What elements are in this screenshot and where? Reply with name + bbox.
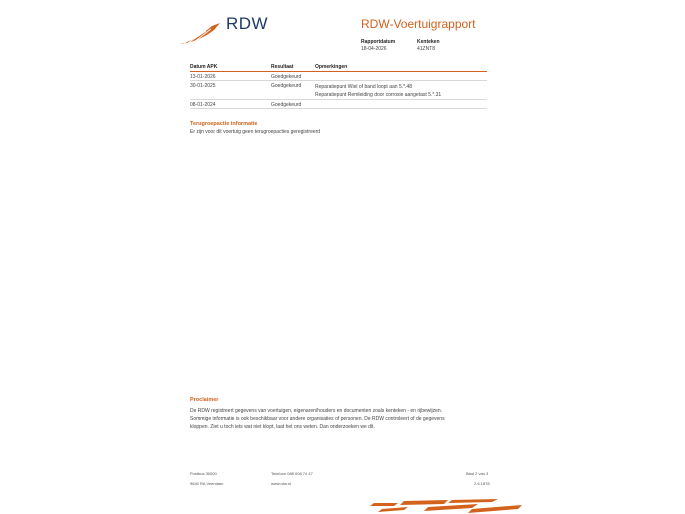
table-row	[190, 72, 487, 81]
disclaimer-title: Proclaimer	[190, 397, 219, 403]
footer-page-number: Blad 2 van 3	[466, 471, 489, 476]
recall-title: Terugroepactie informatie	[190, 121, 258, 127]
apk-result: Goedgekeurd	[271, 83, 302, 89]
table-row	[190, 100, 487, 109]
disclaimer-line: De RDW registreert gegevens van voertuigen, eigenaren/houders en documenten zoals kenteken - en rijbewijzen.	[190, 408, 443, 414]
column-header-date: Datum APK	[190, 64, 218, 70]
column-header-result: Resultaat	[271, 64, 294, 70]
apk-date: 13-01-2026	[190, 74, 216, 80]
rdw-logo-icon	[178, 22, 222, 46]
apk-result: Goedgekeurd	[271, 74, 302, 80]
brand-name: RDW	[226, 14, 269, 33]
apk-date: 08-01-2024	[190, 102, 216, 108]
disclaimer-line: kloppen. Ziet u toch iets wat niet klopt, laat het ons weten. Dan onderzoeken we dit.	[190, 424, 375, 430]
disclaimer-text	[190, 407, 500, 431]
apk-table-header	[190, 62, 487, 72]
footer-postcode: 9640 RA Veendam	[190, 481, 224, 486]
footer-phone: Telefoon 088 008 74 47	[271, 471, 313, 476]
footer-swoosh-icon	[368, 498, 524, 514]
footer-code: 2.6.1878	[474, 481, 490, 486]
apk-date: 30-01-2025	[190, 83, 216, 89]
disclaimer-line: Sommige informatie is ook beschikbaar voor andere organisaties of personen. De RDW controleert of de gegevens	[190, 416, 445, 422]
license-plate-value: 41ZNT8	[417, 46, 436, 52]
footer-web[interactable]: www.rdw.nl	[271, 481, 292, 486]
license-plate	[417, 39, 440, 53]
apk-result: Goedgekeurd	[271, 102, 302, 108]
report-date-label: Rapportdatum	[361, 39, 396, 45]
apk-note: Reparatiepunt Wiel of band loopt aan 5.*.48	[315, 84, 413, 90]
apk-table	[190, 62, 487, 109]
apk-note: Reparatiepunt Remleiding door corrosie aangetast 5.*.31	[315, 92, 442, 98]
footer-postbus: Postbus 30000	[190, 471, 217, 476]
column-header-notes: Opmerkingen	[315, 64, 348, 70]
apk-notes	[315, 83, 441, 99]
report-title: RDW-Voertuigrapport	[361, 17, 476, 31]
table-row	[190, 81, 487, 100]
report-date-value: 18-04-2026	[361, 46, 387, 52]
license-plate-label: Kenteken	[417, 39, 440, 45]
report-date	[361, 39, 395, 53]
recall-text: Er zijn voor dit voertuig geen terugroepacties geregistreerd	[190, 129, 321, 135]
